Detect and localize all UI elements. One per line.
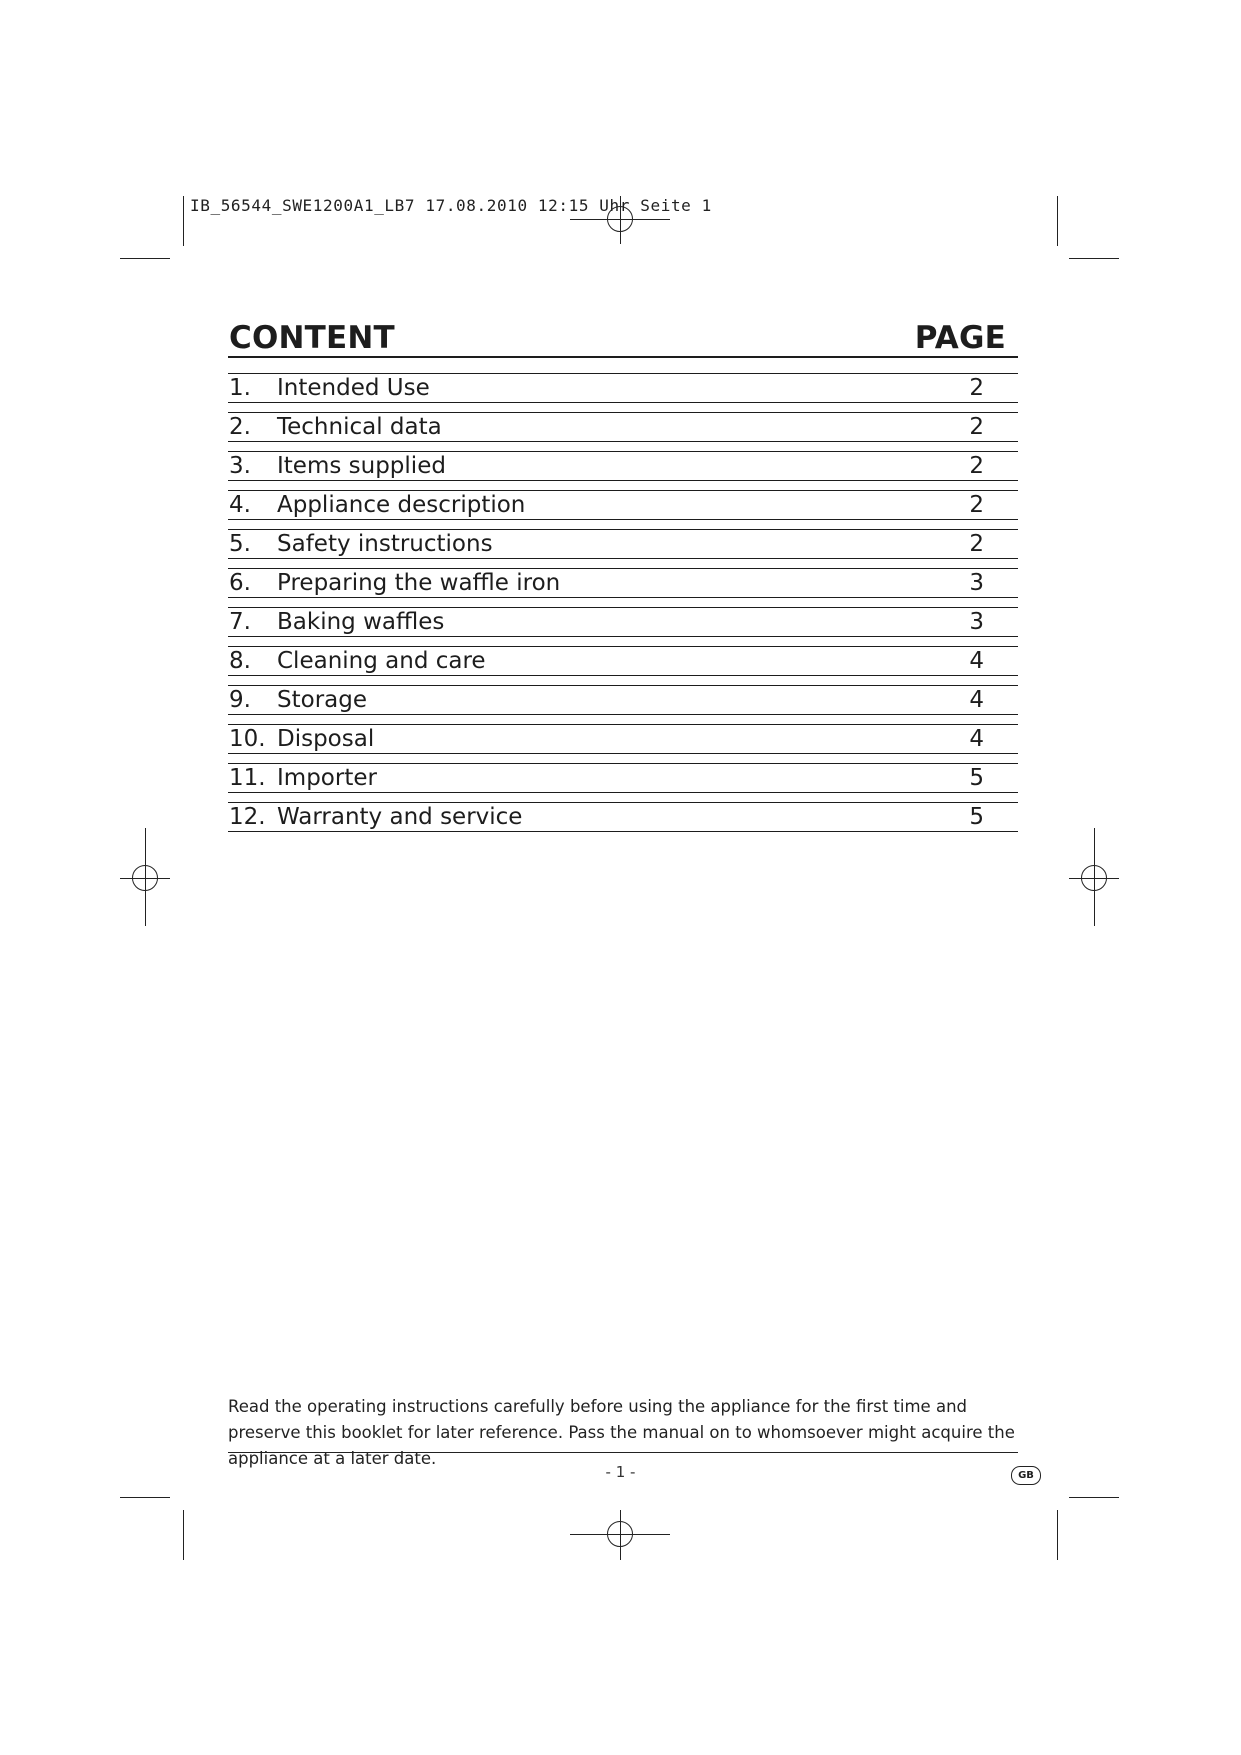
toc-row-number: 9. — [229, 687, 251, 713]
toc-row-title: Safety instructions — [277, 531, 493, 557]
toc-row-title: Storage — [277, 687, 367, 713]
printer-slug-line: IB_56544_SWE1200A1_LB7 17.08.2010 12:15 Uhr Seite 1 — [190, 196, 712, 215]
toc-row-page: 4 — [969, 726, 984, 752]
toc-row-page: 2 — [969, 375, 984, 401]
toc-heading: CONTENT — [229, 320, 395, 356]
toc-row — [228, 490, 1018, 520]
toc-row-page: 5 — [969, 765, 984, 791]
registration-mark-bottom-circle — [607, 1521, 633, 1547]
crop-mark-bottom-left-vertical — [183, 1510, 184, 1560]
toc-row-page: 5 — [969, 804, 984, 830]
toc-row-title: Importer — [277, 765, 377, 791]
registration-mark-right-circle — [1081, 865, 1107, 891]
toc-row-title: Cleaning and care — [277, 648, 486, 674]
toc-row-page: 4 — [969, 687, 984, 713]
toc-row-title: Intended Use — [277, 375, 430, 401]
toc-row-number: 8. — [229, 648, 251, 674]
crop-mark-top-right-horizontal — [1069, 258, 1119, 259]
toc-row-page: 2 — [969, 492, 984, 518]
toc-row — [228, 607, 1018, 637]
table-of-contents — [228, 318, 1018, 841]
toc-row-title: Technical data — [277, 414, 442, 440]
crop-mark-bottom-left-horizontal — [120, 1497, 170, 1498]
toc-row — [228, 646, 1018, 676]
toc-header — [228, 318, 1018, 358]
registration-mark-left-circle — [132, 865, 158, 891]
toc-row-page: 2 — [969, 414, 984, 440]
language-badge: GB — [1011, 1466, 1041, 1485]
toc-row-title: Disposal — [277, 726, 375, 752]
toc-row-number: 3. — [229, 453, 251, 479]
footer-divider — [228, 1452, 1018, 1453]
toc-row-title: Appliance description — [277, 492, 526, 518]
toc-row — [228, 724, 1018, 754]
toc-row — [228, 412, 1018, 442]
toc-row-title: Preparing the waffle iron — [277, 570, 561, 596]
toc-row — [228, 685, 1018, 715]
toc-row-number: 11. — [229, 765, 266, 791]
crop-mark-top-left-horizontal — [120, 258, 170, 259]
toc-row-page: 3 — [969, 570, 984, 596]
toc-row-page: 2 — [969, 453, 984, 479]
crop-mark-bottom-right-vertical — [1057, 1510, 1058, 1560]
toc-row-number: 10. — [229, 726, 266, 752]
toc-row-number: 5. — [229, 531, 251, 557]
toc-row — [228, 802, 1018, 832]
page-number: - 1 - — [605, 1463, 636, 1481]
toc-page-heading: PAGE — [914, 320, 1006, 356]
crop-mark-bottom-right-horizontal — [1069, 1497, 1119, 1498]
crop-mark-top-right-vertical — [1057, 196, 1058, 246]
toc-row-number: 4. — [229, 492, 251, 518]
toc-row-number: 6. — [229, 570, 251, 596]
toc-row — [228, 529, 1018, 559]
toc-row-number: 12. — [229, 804, 266, 830]
toc-row-number: 1. — [229, 375, 251, 401]
toc-row — [228, 451, 1018, 481]
toc-row-number: 2. — [229, 414, 251, 440]
toc-row-page: 2 — [969, 531, 984, 557]
toc-row-title: Warranty and service — [277, 804, 523, 830]
toc-row — [228, 763, 1018, 793]
toc-row-number: 7. — [229, 609, 251, 635]
toc-list — [228, 373, 1018, 832]
toc-row-title: Baking waffles — [277, 609, 445, 635]
toc-row — [228, 373, 1018, 403]
toc-row — [228, 568, 1018, 598]
registration-mark-top-circle — [607, 206, 633, 232]
toc-row-page: 4 — [969, 648, 984, 674]
operating-instructions-note: Read the operating instructions carefully before using the appliance for the first time and preserve this booklet for later reference. Pass the manual on to whomsoever might acquire the appliance at a later date. — [228, 1397, 1015, 1468]
toc-row-page: 3 — [969, 609, 984, 635]
crop-mark-top-left-vertical — [183, 196, 184, 246]
toc-row-title: Items supplied — [277, 453, 446, 479]
